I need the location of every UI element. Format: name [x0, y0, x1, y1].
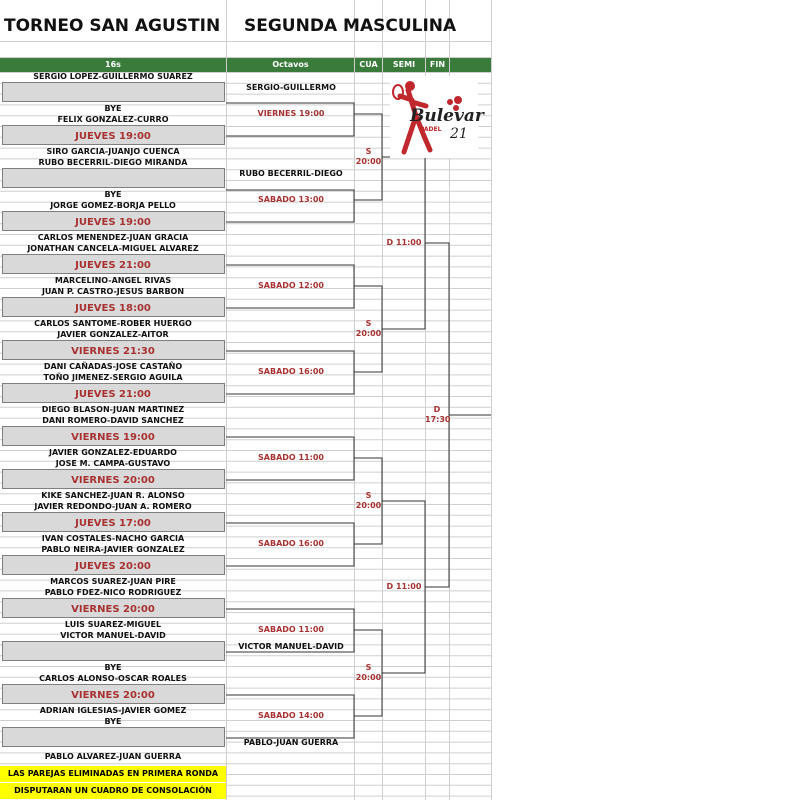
logo-text: Bulevar — [410, 106, 484, 126]
team-pair: CARLOS ALONSO-OSCAR ROALES — [39, 674, 187, 683]
octavos-time: SABADO 16:00 — [258, 539, 324, 548]
team-pair: JAVIER REDONDO-JUAN A. ROMERO — [34, 502, 192, 511]
team-pair: BYE — [104, 717, 122, 726]
cuartos-time: S — [365, 663, 372, 672]
team-pair: ADRIAN IGLESIAS-JAVIER GOMEZ — [39, 706, 187, 715]
octavos-time: SABADO 12:00 — [258, 281, 324, 290]
empty-slot-box — [2, 168, 225, 188]
match-time: VIERNES 20:00 — [71, 690, 155, 701]
column-header-blank — [450, 58, 491, 72]
match-time: VIERNES 20:00 — [71, 604, 155, 615]
team-pair: DANI CAÑADAS-JOSE CASTAÑO — [43, 362, 183, 371]
team-pair: PABLO FDEZ-NICO RODRIGUEZ — [44, 588, 182, 597]
cuartos-time: 20:00 — [355, 329, 382, 338]
team-pair: BYE — [104, 190, 122, 199]
cuartos-time: 20:00 — [355, 157, 382, 166]
team-pair: TOÑO JIMENEZ-SERGIO AGUILA — [43, 373, 183, 382]
column-header-fin: FIN — [426, 58, 449, 72]
column-header-16s: 16s — [0, 58, 226, 72]
team-pair: IVAN COSTALES-NACHO GARCIA — [41, 534, 185, 543]
team-pair: JAVIER GONZALEZ-EDUARDO — [49, 448, 177, 457]
team-pair: JUAN P. CASTRO-JESUS BARBON — [41, 287, 185, 296]
octavos-time: VIERNES 19:00 — [257, 109, 325, 118]
tournament-title: TORNEO SAN AGUSTIN — [4, 16, 221, 36]
team-pair: VICTOR MANUEL-DAVID — [60, 631, 166, 640]
team-pair: SERGIO LOPEZ-GUILLERMO SUAREZ — [33, 72, 193, 81]
cuartos-time: S — [365, 319, 372, 328]
match-time: JUEVES 19:00 — [75, 131, 151, 142]
empty-slot-box — [2, 727, 225, 747]
match-time: VIERNES 20:00 — [71, 475, 155, 486]
match-time: JUEVES 18:00 — [75, 303, 151, 314]
team-pair: PABLO ALVAREZ-JUAN GUERRA — [44, 752, 182, 761]
column-header-cua: CUA — [355, 58, 382, 72]
match-time: JUEVES 19:00 — [75, 217, 151, 228]
match-time: VIERNES 21:30 — [71, 346, 155, 357]
team-pair: RUBO BECERRIL-DIEGO MIRANDA — [38, 158, 188, 167]
octavos-time: SABADO 16:00 — [258, 367, 324, 376]
team-pair: CARLOS MENENDEZ-JUAN GRACIA — [37, 233, 189, 242]
team-pair: KIKE SANCHEZ-JUAN R. ALONSO — [41, 491, 185, 500]
team-pair: FELIX GONZALEZ-CURRO — [57, 115, 169, 124]
octavos-team: SERGIO-GUILLERMO — [246, 83, 336, 92]
octavos-time: SABADO 11:00 — [258, 625, 324, 634]
octavos-time: SABADO 11:00 — [258, 453, 324, 462]
team-pair: JONATHAN CANCELA-MIGUEL ALVAREZ — [27, 244, 199, 253]
empty-slot-box — [2, 82, 225, 102]
match-time: JUEVES 20:00 — [75, 561, 151, 572]
consolation-note-1: LAS PAREJAS ELIMINADAS EN PRIMERA RONDA — [0, 766, 226, 782]
empty-slot-box — [2, 641, 225, 661]
category-title: SEGUNDA MASCULINA — [244, 16, 457, 36]
final-time: D — [433, 405, 441, 414]
team-pair: LUIS SUAREZ-MIGUEL — [64, 620, 162, 629]
match-time: VIERNES 19:00 — [71, 432, 155, 443]
semi-time: D 11:00 — [386, 238, 422, 247]
octavos-team: PABLO-JUAN GUERRA — [243, 738, 339, 747]
team-pair: SIRO GARCIA-JUANJO CUENCA — [46, 147, 180, 156]
octavos-time: SABADO 14:00 — [258, 711, 324, 720]
column-header-semi: SEMI — [383, 58, 425, 72]
octavos-team: VICTOR MANUEL-DAVID — [238, 642, 344, 651]
team-pair: BYE — [104, 104, 122, 113]
team-pair: JORGE GOMEZ-BORJA PELLO — [50, 201, 176, 210]
final-time: 17:30 — [425, 415, 451, 424]
bulevar-logo — [390, 76, 484, 158]
match-time: JUEVES 21:00 — [75, 260, 151, 271]
team-pair: MARCELINO-ANGEL RIVAS — [54, 276, 172, 285]
semi-time: D 11:00 — [386, 582, 422, 591]
column-header-octavos: Octavos — [227, 58, 354, 72]
team-pair: DANI ROMERO-DAVID SANCHEZ — [42, 416, 184, 425]
team-pair: JOSE M. CAMPA-GUSTAVO — [55, 459, 171, 468]
match-time: JUEVES 21:00 — [75, 389, 151, 400]
team-pair: BYE — [104, 663, 122, 672]
team-pair: PABLO NEIRA-JAVIER GONZALEZ — [41, 545, 185, 554]
team-pair: CARLOS SANTOME-ROBER HUERGO — [34, 319, 192, 328]
team-pair: DIEGO BLASON-JUAN MARTINEZ — [41, 405, 185, 414]
cuartos-time: 20:00 — [355, 501, 382, 510]
consolation-note-2: DISPUTARAN UN CUADRO DE CONSOLACIÓN — [0, 783, 226, 799]
match-time: JUEVES 17:00 — [75, 518, 151, 529]
cuartos-time: S — [365, 491, 372, 500]
logo-sub: PADEL — [420, 126, 442, 133]
team-pair: MARCOS SUAREZ-JUAN PIRE — [50, 577, 176, 586]
cuartos-time: 20:00 — [355, 673, 382, 682]
cuartos-time: S — [365, 147, 372, 156]
octavos-time: SABADO 13:00 — [258, 195, 324, 204]
team-pair: JAVIER GONZALEZ-AITOR — [57, 330, 169, 339]
octavos-team: RUBO BECERRIL-DIEGO — [239, 169, 343, 178]
logo-number: 21 — [450, 126, 468, 142]
